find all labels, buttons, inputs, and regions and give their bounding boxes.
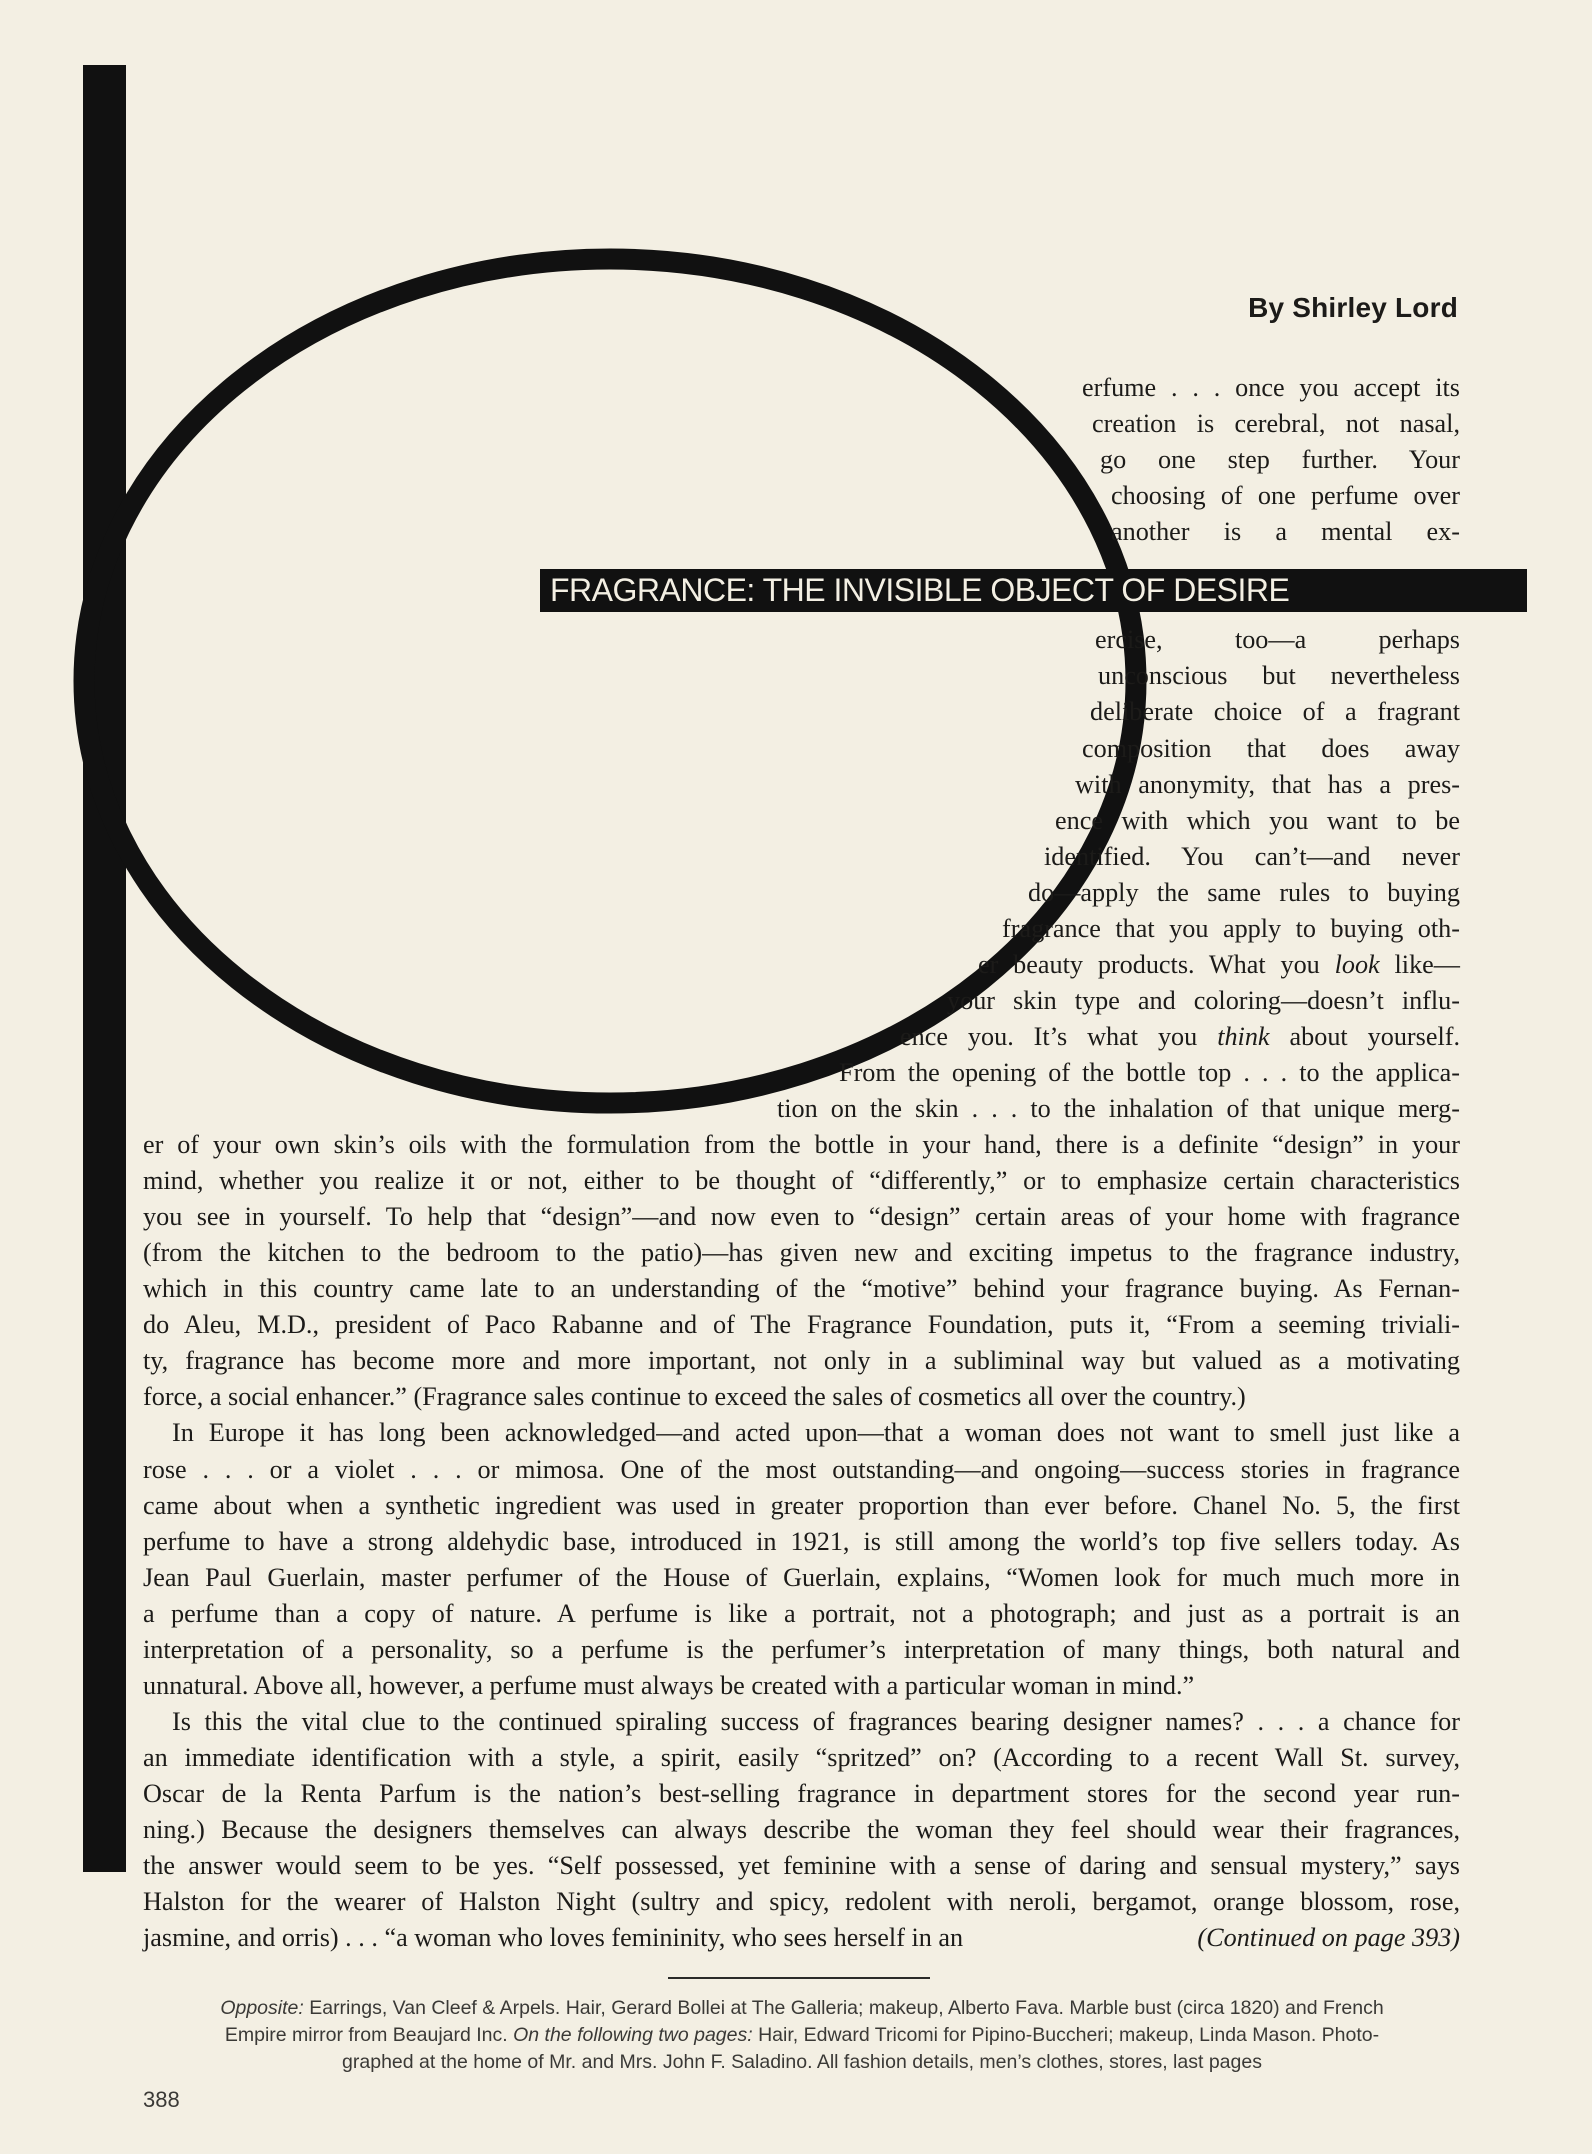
body-line: Oscar de la Renta Parfum is the nation’s best-selling fragrance in department stores for the second year run-	[143, 1778, 1460, 1808]
byline: By Shirley Lord	[1248, 292, 1458, 323]
body-line: came about when a synthetic ingredient was used in greater proportion than ever before. Chanel No. 5, the first	[143, 1490, 1460, 1520]
body-line: rose . . . or a violet . . . or mimosa. One of the most outstanding—and ongoing—success stories in fragrance	[143, 1454, 1460, 1484]
body-line: fragrance that you apply to buying oth-	[1002, 913, 1460, 943]
body-line: another is a mental ex-	[1111, 517, 1460, 547]
caption-line	[143, 1995, 1461, 2022]
caption-rule	[668, 1977, 930, 1979]
body-line: interpretation of a personality, so a perfume is the perfumer’s interpretation of many things, both natural and	[143, 1634, 1460, 1664]
body-line: an immediate identification with a style, a spirit, easily “spritzed” on? (According to a recent Wall St. survey,	[143, 1742, 1460, 1772]
caption-label-opposite: Opposite:	[220, 1997, 304, 2019]
body-line: deliberate choice of a fragrant	[1090, 697, 1460, 727]
body-line: do—apply the same rules to buying	[1028, 877, 1460, 907]
body-line: Is this the vital clue to the continued spiraling success of fragrances bearing designer names? . . . a chance for	[172, 1706, 1460, 1736]
article-title: FRAGRANCE: THE INVISIBLE OBJECT OF DESIRE	[540, 569, 1527, 612]
body-line: identified. You can’t—and never	[1044, 841, 1460, 871]
photo-caption	[143, 1995, 1461, 2076]
body-line: do Aleu, M.D., president of Paco Rabanne and of The Fragrance Foundation, puts it, “From a seeming triviali-	[143, 1310, 1460, 1340]
caption-label-following: On the following two pages:	[513, 2024, 753, 2046]
body-line: Jean Paul Guerlain, master perfumer of the House of Guerlain, explains, “Women look for much much more in	[143, 1562, 1460, 1592]
caption-text: graphed at the home of Mr. and Mrs. John F. Saladino. All fashion details, men’s clothes, stores, last pages	[342, 2051, 1262, 2073]
body-line: unconscious but nevertheless	[1098, 661, 1460, 691]
caption-text: Empire mirror from Beaujard Inc.	[224, 2024, 514, 2046]
body-line: your skin type and coloring—doesn’t influ-	[947, 985, 1460, 1015]
body-line: ning.) Because the designers themselves can always describe the woman they feel should wear their fragrances,	[143, 1815, 1460, 1844]
body-line: the answer would seem to be yes. “Self possessed, yet feminine with a sense of daring and sensual mystery,” says	[143, 1851, 1460, 1881]
body-line: perfume to have a strong aldehydic base, introduced in 1921, is still among the world’s top five sellers today. As	[143, 1526, 1460, 1556]
body-line: creation is cerebral, not nasal,	[1092, 409, 1460, 439]
body-line: erfume . . . once you accept its	[1082, 373, 1460, 402]
body-line: unnatural. Above all, however, a perfume must always be created with a particular woman in mind.”	[143, 1670, 1195, 1700]
caption-text: Earrings, Van Cleef & Arpels. Hair, Gerard Bollei at The Galleria; makeup, Alberto Fava. Marble bust (circa 1820) and French	[303, 1997, 1384, 2019]
body-line: Halston for the wearer of Halston Night (sultry and spicy, redolent with neroli, bergamot, orange blossom, rose,	[143, 1887, 1460, 1917]
drop-cap-stem	[83, 65, 126, 1872]
body-line: choosing of one perfume over	[1111, 481, 1460, 511]
body-line: a perfume than a copy of nature. A perfume is like a portrait, not a photograph; and just as a portrait is an	[143, 1598, 1460, 1628]
body-line: ence you. It’s what you think about yourself.	[900, 1021, 1460, 1051]
body-line: composition that does away	[1082, 733, 1460, 763]
body-line: ty, fragrance has become more and more important, not only in a subliminal way but valued as a motivating	[143, 1346, 1460, 1376]
body-line: er of your own skin’s oils with the formulation from the bottle in your hand, there is a definite “design” in your	[143, 1130, 1460, 1160]
body-line: with anonymity, that has a pres-	[1075, 769, 1460, 799]
caption-text: Hair, Edward Tricomi for Pipino-Buccheri; makeup, Linda Mason. Photo-	[752, 2024, 1380, 2046]
body-line: er beauty products. What you look like—	[978, 949, 1460, 979]
body-line: jasmine, and orris) . . . “a woman who loves femininity, who sees herself in an (Continued on page 393)	[143, 1923, 1460, 1953]
body-line: which in this country came late to an understanding of the “motive” behind your fragrance buying. As Fernan-	[143, 1274, 1460, 1304]
caption-line	[143, 2049, 1461, 2076]
body-line: From the opening of the bottle top . . . to the applica-	[839, 1057, 1460, 1087]
page-number: 388	[143, 2087, 180, 2112]
body-line: In Europe it has long been acknowledged—and acted upon—that a woman does not want to smell just like a	[172, 1418, 1460, 1448]
body-line: tion on the skin . . . to the inhalation of that unique merg-	[777, 1094, 1460, 1123]
body-line: force, a social enhancer.” (Fragrance sales continue to exceed the sales of cosmetics all over the country.)	[143, 1382, 1246, 1412]
body-line: go one step further. Your	[1100, 445, 1460, 475]
body-line: ercise, too—a perhaps	[1095, 625, 1460, 655]
body-line: mind, whether you realize it or not, either to be thought of “differently,” or to emphasize certain characteristics	[143, 1166, 1460, 1196]
body-line: you see in yourself. To help that “design”—and now even to “design” certain areas of your home with fragrance	[143, 1202, 1460, 1232]
body-line: (from the kitchen to the bedroom to the patio)—has given new and exciting impetus to the fragrance industry,	[143, 1238, 1460, 1268]
body-line: ence with which you want to be	[1055, 805, 1460, 835]
caption-line	[143, 2022, 1461, 2049]
